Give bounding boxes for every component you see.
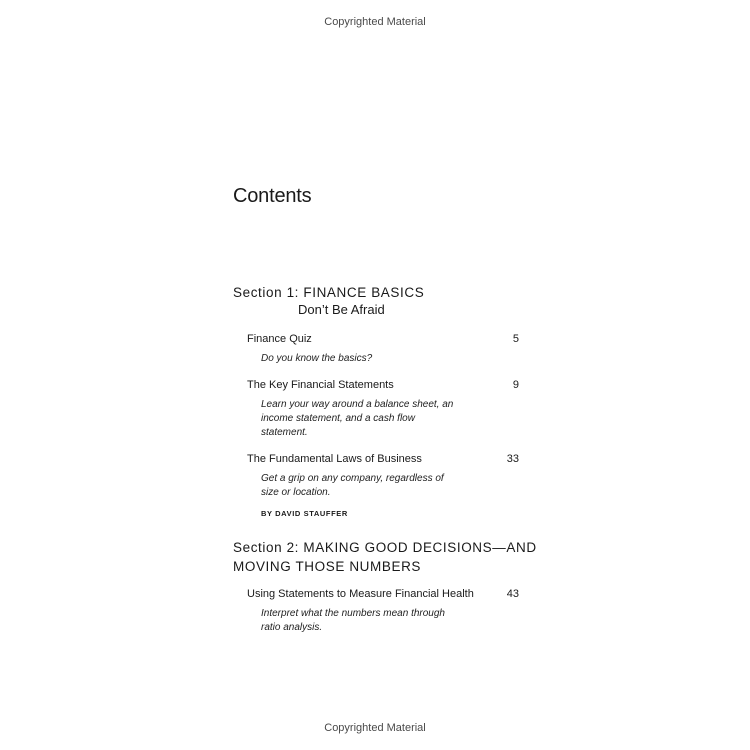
toc-entry-title[interactable]: The Fundamental Laws of Business	[247, 453, 422, 465]
toc-entry-description: Learn your way around a balance sheet, an income statement, and a cash flow statement.	[261, 399, 454, 438]
section-2-heading: Section 2: MAKING GOOD DECISIONS—AND MOVING THOSE NUMBERS	[233, 540, 537, 574]
toc-entry-page: 9	[512, 379, 519, 391]
toc-entry-fundamental-laws[interactable]	[247, 452, 519, 518]
toc-entry-title[interactable]: Using Statements to Measure Financial Health	[247, 588, 474, 600]
toc-entry-author: BY DAVID STAUFFER	[261, 509, 348, 518]
toc-entry-finance-quiz[interactable]	[247, 332, 519, 366]
copyright-watermark-top: Copyrighted Material	[324, 16, 426, 28]
page-title: Contents	[233, 185, 312, 207]
toc-entry-page: 33	[506, 453, 519, 465]
section-1-heading: Section 1: FINANCE BASICS	[233, 285, 425, 300]
toc-entry-page: 43	[506, 588, 519, 600]
toc-entry-page: 5	[512, 333, 519, 345]
toc-entry-title[interactable]: Finance Quiz	[247, 333, 312, 345]
copyright-watermark-bottom: Copyrighted Material	[324, 722, 426, 734]
toc-entry-description: Do you know the basics?	[261, 353, 373, 364]
toc-entry-description: Interpret what the numbers mean through ratio analysis.	[261, 608, 445, 633]
toc-entry-description: Get a grip on any company, regardless of size or location.	[261, 473, 444, 498]
toc-entry-key-financial-statements[interactable]	[247, 378, 519, 440]
section-1-subtitle: Don’t Be Afraid	[298, 302, 385, 317]
toc-entry-measure-financial-health[interactable]	[247, 587, 519, 635]
toc-entry-title[interactable]: The Key Financial Statements	[247, 379, 394, 391]
